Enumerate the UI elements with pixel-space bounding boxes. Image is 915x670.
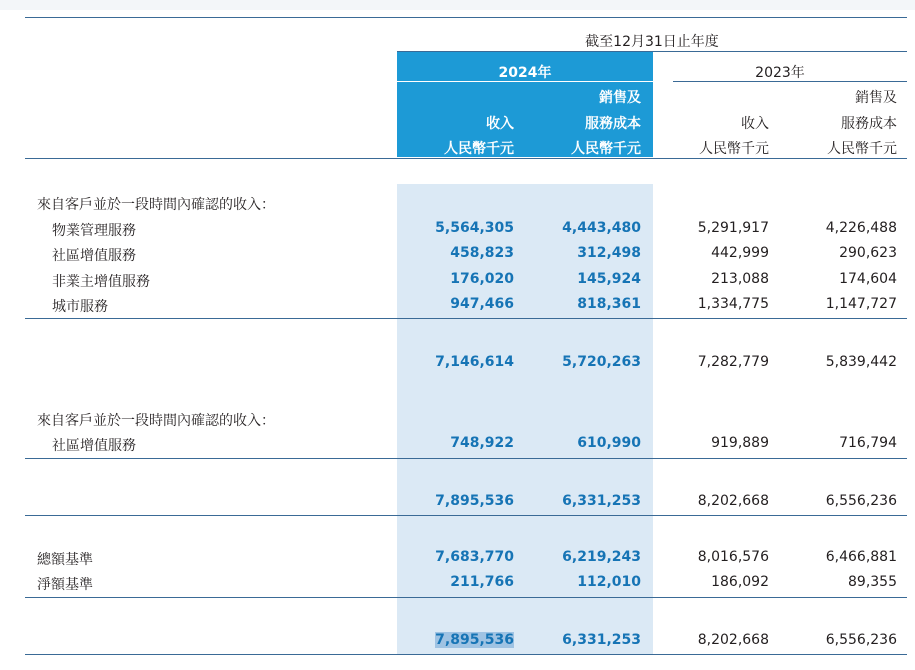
revenue-2024-value: 211,766 bbox=[450, 574, 514, 590]
year-2024-label: 2024年 bbox=[498, 65, 552, 81]
cost-2023-total: 6,556,236 bbox=[825, 632, 897, 648]
selected-text-highlight[interactable]: 7,895,536 bbox=[435, 632, 514, 648]
cost-2023-value: 174,604 bbox=[839, 271, 897, 287]
revenue-2024-header: 收入 bbox=[486, 116, 514, 132]
revenue-2024-subtotal: 7,146,614 bbox=[435, 354, 514, 370]
revenue-2024-value: 458,823 bbox=[450, 245, 514, 261]
revenue-2024-total: 7,895,536 bbox=[435, 493, 514, 509]
cost-2023-total: 6,556,236 bbox=[825, 493, 897, 509]
cost-2024-value: 112,010 bbox=[577, 574, 641, 590]
revenue-2024-total bbox=[400, 632, 514, 648]
cost-2024-value: 145,924 bbox=[577, 271, 641, 287]
revenue-2024-value: 947,466 bbox=[450, 296, 514, 312]
cost-2024-subtotal: 5,720,263 bbox=[562, 354, 641, 370]
cost-2024-value: 610,990 bbox=[577, 435, 641, 451]
revenue-2024-value: 7,683,770 bbox=[435, 549, 514, 565]
revenue-2023-value: 8,016,576 bbox=[697, 549, 769, 565]
section2-total-rule bbox=[25, 515, 907, 516]
row-label: 物業管理服務 bbox=[52, 223, 136, 239]
cost-2023-header-line1: 銷售及 bbox=[855, 90, 897, 106]
cost-2024-value: 818,361 bbox=[577, 296, 641, 312]
cost-2023-header-line2: 服務成本 bbox=[841, 116, 897, 132]
row-label: 城市服務 bbox=[52, 299, 108, 315]
revenue-2023-value: 5,291,917 bbox=[697, 220, 769, 236]
header-bottom-rule bbox=[25, 158, 907, 159]
cost-2023-value: 4,226,488 bbox=[825, 220, 897, 236]
row-label: 非業主增值服務 bbox=[52, 274, 150, 290]
cost-2023-value: 89,355 bbox=[848, 574, 897, 590]
revenue-2023-total: 8,202,668 bbox=[697, 632, 769, 648]
cost-2023-value: 716,794 bbox=[839, 435, 897, 451]
cost-2024-header-line1: 銷售及 bbox=[599, 90, 641, 106]
unit-revenue-2024: 人民幣千元 bbox=[444, 141, 514, 157]
section2-title: 來自客戶並於一段時間內確認的收入： bbox=[37, 413, 275, 429]
cost-2024-header-line2: 服務成本 bbox=[585, 116, 641, 132]
revenue-2023-subtotal: 7,282,779 bbox=[697, 354, 769, 370]
cost-2024-value: 312,498 bbox=[577, 245, 641, 261]
revenue-2023-value: 186,092 bbox=[711, 574, 769, 590]
cost-2023-value: 1,147,727 bbox=[825, 296, 897, 312]
row-label: 總額基準 bbox=[37, 552, 93, 568]
revenue-2023-total: 8,202,668 bbox=[697, 493, 769, 509]
year-2023-rule bbox=[673, 81, 907, 82]
revenue-2023-value: 213,088 bbox=[711, 271, 769, 287]
cost-2024-value: 4,443,480 bbox=[562, 220, 641, 236]
cost-2023-value: 6,466,881 bbox=[825, 549, 897, 565]
unit-revenue-2023: 人民幣千元 bbox=[699, 141, 769, 157]
table-bottom-rule bbox=[25, 654, 907, 655]
cost-2024-total: 6,331,253 bbox=[562, 632, 641, 648]
year-2023-label: 2023年 bbox=[755, 65, 805, 81]
section1-title: 來自客戶並於一段時間內確認的收入： bbox=[37, 197, 275, 213]
unit-cost-2024: 人民幣千元 bbox=[571, 141, 641, 157]
cost-2023-value: 290,623 bbox=[839, 245, 897, 261]
revenue-2023-value: 919,889 bbox=[711, 435, 769, 451]
revenue-2023-value: 1,334,775 bbox=[697, 296, 769, 312]
section1-rule bbox=[25, 318, 907, 319]
row-label: 淨額基準 bbox=[37, 577, 93, 593]
table-top-rule bbox=[25, 17, 907, 18]
cost-2024-value: 6,219,243 bbox=[562, 549, 641, 565]
cost-2024-total: 6,331,253 bbox=[562, 493, 641, 509]
unit-cost-2023: 人民幣千元 bbox=[827, 141, 897, 157]
period-heading: 截至12月31日止年度 bbox=[585, 34, 719, 50]
top-strip bbox=[0, 0, 915, 10]
year-2024-rule bbox=[397, 81, 653, 82]
row-label: 社區增值服務 bbox=[52, 438, 136, 454]
revenue-2023-header: 收入 bbox=[741, 116, 769, 132]
revenue-2024-value: 748,922 bbox=[450, 435, 514, 451]
revenue-2024-value: 5,564,305 bbox=[435, 220, 514, 236]
row-label: 社區增值服務 bbox=[52, 248, 136, 264]
section3-rule bbox=[25, 597, 907, 598]
cost-2023-subtotal: 5,839,442 bbox=[825, 354, 897, 370]
revenue-2024-value: 176,020 bbox=[450, 271, 514, 287]
section2-rule bbox=[25, 458, 907, 459]
revenue-2023-value: 442,999 bbox=[711, 245, 769, 261]
